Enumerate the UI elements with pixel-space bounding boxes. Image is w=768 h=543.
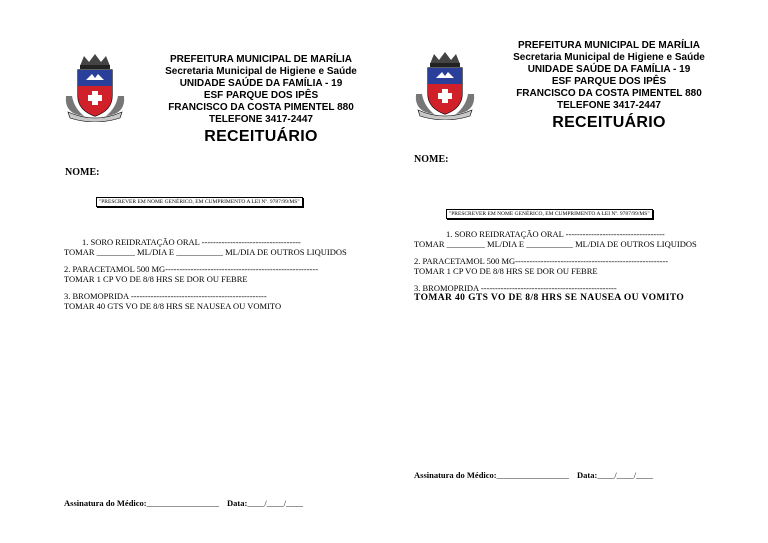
- header-line-3: UNIDADE SAÚDE DA FAMÍLIA - 19: [527, 64, 691, 75]
- item-dosage: TOMAR 40 GTS VO DE 8/8 HRS SE NAUSEA OU VOMITO: [414, 293, 685, 303]
- item-name: 2. PARACETAMOL 500 MG------------------------------------------------------: [414, 256, 669, 266]
- signature-line: [64, 498, 303, 508]
- nome-label: NOME:: [65, 167, 100, 178]
- nome-label: NOME:: [414, 154, 449, 165]
- signature-label: Assinatura do Médico:: [64, 498, 147, 508]
- header-line-2: Secretaria Municipal de Higiene e Saúde: [513, 52, 705, 63]
- item-name: 2. PARACETAMOL 500 MG------------------------------------------------------: [64, 264, 319, 274]
- generic-name-notice: "PRESCREVER EM NOME GENÉRICO, EM CUMPRIMENTO A LEI Nº. 9787/99/MS": [96, 197, 303, 207]
- signature-label: Assinatura do Médico:: [414, 470, 497, 480]
- item-dosage: TOMAR _________ ML/DIA E ___________ ML/DIA DE OUTROS LIQUIDOS: [64, 247, 347, 257]
- item-dosage: TOMAR _________ ML/DIA E ___________ ML/DIA DE OUTROS LIQUIDOS: [414, 239, 697, 249]
- city-coat-of-arms-icon: [62, 52, 128, 122]
- date-blank: ____/____/____: [597, 470, 654, 480]
- list-item: [64, 264, 347, 284]
- prescription-items: [64, 237, 347, 318]
- header-line-4: ESF PARQUE DOS IPÊS: [551, 76, 667, 87]
- header-line-6: TELEFONE 3417-2447: [557, 100, 661, 111]
- list-item: [64, 237, 347, 257]
- item-name: 3. BROMOPRIDA ------------------------------------------------: [414, 283, 617, 293]
- page-title: RECEITUÁRIO: [204, 128, 318, 145]
- prescription-right: [384, 0, 768, 543]
- header-line-5: FRANCISCO DA COSTA PIMENTEL 880: [516, 88, 702, 99]
- header-line-6: TELEFONE 3417-2447: [209, 114, 313, 125]
- prescription-items: [414, 229, 697, 310]
- page-title: RECEITUÁRIO: [552, 114, 666, 131]
- signature-blank: _________________: [496, 470, 569, 480]
- item-dosage: TOMAR 1 CP VO DE 8/8 HRS SE DOR OU FEBRE: [64, 274, 248, 284]
- generic-name-notice: "PRESCREVER EM NOME GENÉRICO, EM CUMPRIMENTO A LEI Nº. 9787/99/MS": [446, 209, 653, 219]
- header-line-1: PREFEITURA MUNICIPAL DE MARÍLIA: [169, 54, 353, 65]
- date-blank: ____/____/____: [247, 498, 304, 508]
- list-item: [64, 291, 347, 311]
- header: [496, 40, 722, 133]
- city-coat-of-arms-icon: [412, 50, 478, 120]
- item-name: 1. SORO REIDRATAÇÃO ORAL -----------------------------------: [446, 229, 665, 239]
- list-item: [414, 283, 697, 303]
- header-line-2: Secretaria Municipal de Higiene e Saúde: [165, 66, 357, 77]
- item-name: 1. SORO REIDRATAÇÃO ORAL -----------------------------------: [82, 237, 301, 247]
- header-line-1: PREFEITURA MUNICIPAL DE MARÍLIA: [517, 40, 701, 51]
- list-item: [414, 256, 697, 276]
- item-dosage: TOMAR 40 GTS VO DE 8/8 HRS SE NAUSEA OU VOMITO: [64, 301, 282, 311]
- header: [148, 54, 374, 147]
- date-label: Data:: [227, 498, 248, 508]
- header-line-5: FRANCISCO DA COSTA PIMENTEL 880: [168, 102, 354, 113]
- header-line-3: UNIDADE SAÚDE DA FAMÍLIA - 19: [179, 78, 343, 89]
- item-dosage: TOMAR 1 CP VO DE 8/8 HRS SE DOR OU FEBRE: [414, 266, 598, 276]
- date-label: Data:: [577, 470, 598, 480]
- item-name: 3. BROMOPRIDA ------------------------------------------------: [64, 291, 267, 301]
- signature-blank: _________________: [146, 498, 219, 508]
- signature-line: [414, 470, 653, 480]
- list-item: [414, 229, 697, 249]
- header-line-4: ESF PARQUE DOS IPÊS: [203, 90, 319, 101]
